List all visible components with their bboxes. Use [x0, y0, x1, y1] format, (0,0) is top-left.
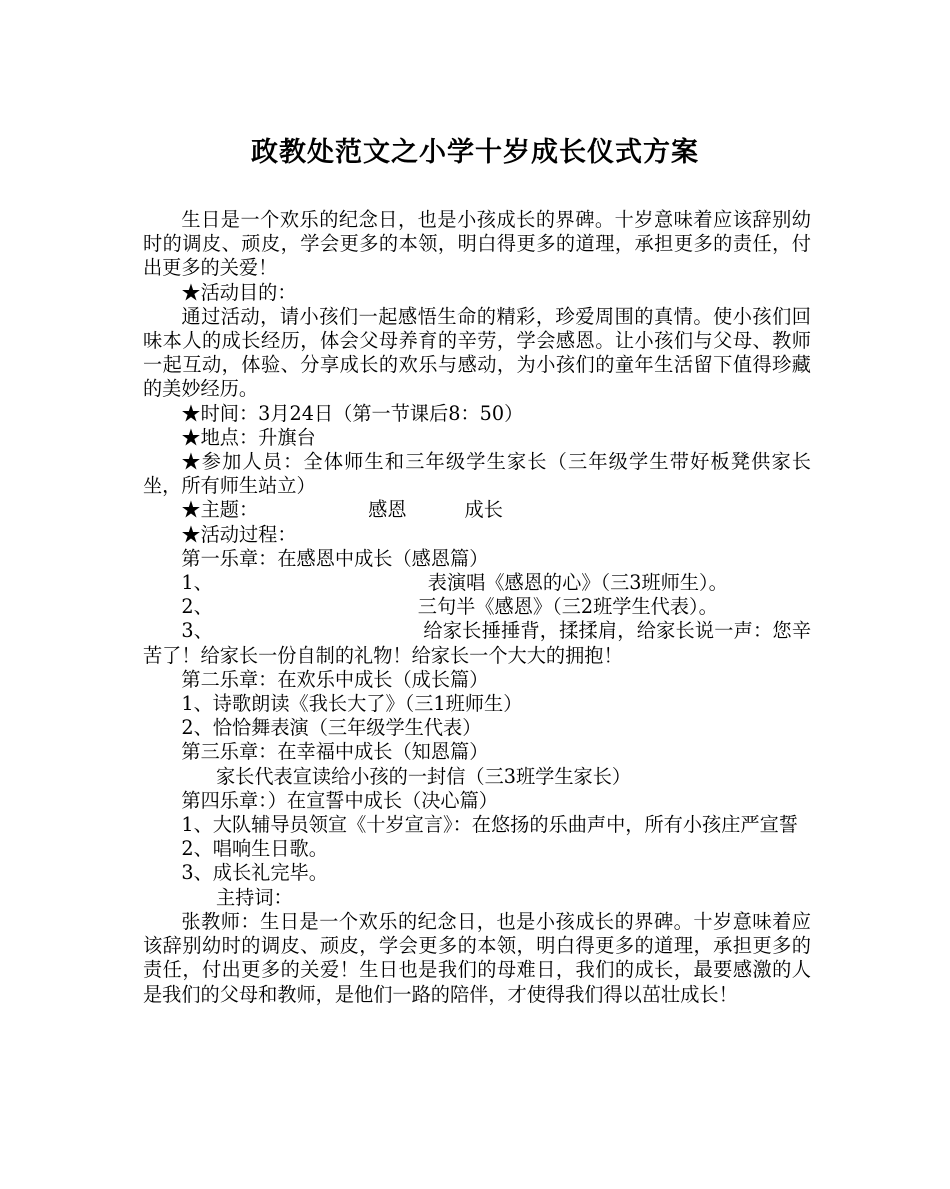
participants-line: ★参加人员：全体师生和三年级学生家长（三年级学生带好板凳供家长坐，所有师生站立）	[143, 450, 811, 498]
theme-label: ★主题：	[181, 498, 259, 522]
process-heading: ★活动过程：	[181, 522, 297, 546]
intro-paragraph: 生日是一个欢乐的纪念日，也是小孩成长的界碑。十岁意味着应该辞别幼时的调皮、顽皮，学会更多的本领，明白得更多的道理，承担更多的责任，付出更多的关爱！	[143, 208, 811, 280]
chapter1-item2-number: 2、	[181, 595, 213, 619]
chapter3-heading: 第三乐章：在幸福中成长（知恩篇）	[181, 740, 489, 764]
document-body	[143, 208, 811, 1007]
theme-word-growth: 成长	[464, 498, 503, 522]
chapter1-item1-text: 表演唱《感恩的心》（三3班师生）。	[427, 571, 728, 595]
chapter2-item1: 1、诗歌朗读《我长大了》（三1班师生）	[181, 692, 523, 716]
time-line: ★时间：3月24日（第一节课后8：50）	[181, 401, 524, 425]
chapter4-item2: 2、唱响生日歌。	[181, 837, 328, 861]
chapter3-item1: 家长代表宣读给小孩的一封信（三3班学生家长）	[215, 764, 632, 788]
chapter1-heading: 第一乐章：在感恩中成长（感恩篇）	[181, 546, 489, 570]
chapter1-item2	[143, 595, 811, 619]
chapter1-item1	[143, 571, 811, 595]
chapter2-heading: 第二乐章：在欢乐中成长（成长篇）	[181, 667, 489, 691]
chapter4-item3: 3、成长礼完毕。	[181, 861, 328, 885]
chapter1-item2-text: 三句半《感恩》（三2班学生代表）。	[417, 595, 718, 619]
purpose-paragraph: 通过活动，请小孩们一起感悟生命的精彩，珍爱周围的真情。使小孩们回味本人的成长经历，体会父母养育的辛劳，学会感恩。让小孩们与父母、教师一起互动，体验、分享成长的欢乐与感动，为小孩们的童年生活留下值得珍藏的美妙经历。	[143, 304, 811, 401]
purpose-heading: ★活动目的：	[181, 280, 297, 304]
host-speech: 张教师：生日是一个欢乐的纪念日，也是小孩成长的界碑。十岁意味着应该辞别幼时的调皮、顽皮，学会更多的本领，明白得更多的道理，承担更多的责任，付出更多的关爱！生日也是我们的母难日，我们的成长，最要感激的人是我们的父母和教师，是他们一路的陪伴，才使得我们得以茁壮成长！	[143, 909, 811, 1006]
chapter4-heading: 第四乐章：）在宣誓中成长（决心篇）	[181, 788, 498, 812]
chapter1-item3	[143, 619, 811, 667]
chapter2-item2: 2、恰恰舞表演（三年级学生代表）	[181, 716, 482, 740]
theme-word-gratitude: 感恩	[368, 498, 407, 522]
chapter1-item3-number: 3、	[181, 619, 214, 643]
host-heading: 主持词：	[215, 885, 293, 909]
theme-line	[143, 498, 811, 522]
chapter1-item3-text: 给家长捶捶背，揉揉肩，给家长说一声：您辛苦了！给家长一份自制的礼物！给家长一个大大的拥抱！	[143, 619, 812, 667]
chapter1-item1-number: 1、	[181, 571, 213, 595]
place-line: ★地点：升旗台	[181, 425, 316, 449]
chapter4-item1: 1、大队辅导员领宣《十岁宣言》：在悠扬的乐曲声中，所有小孩庄严宣誓	[181, 813, 798, 837]
document-title: 政教处范文之小学十岁成长仪式方案	[251, 137, 699, 168]
